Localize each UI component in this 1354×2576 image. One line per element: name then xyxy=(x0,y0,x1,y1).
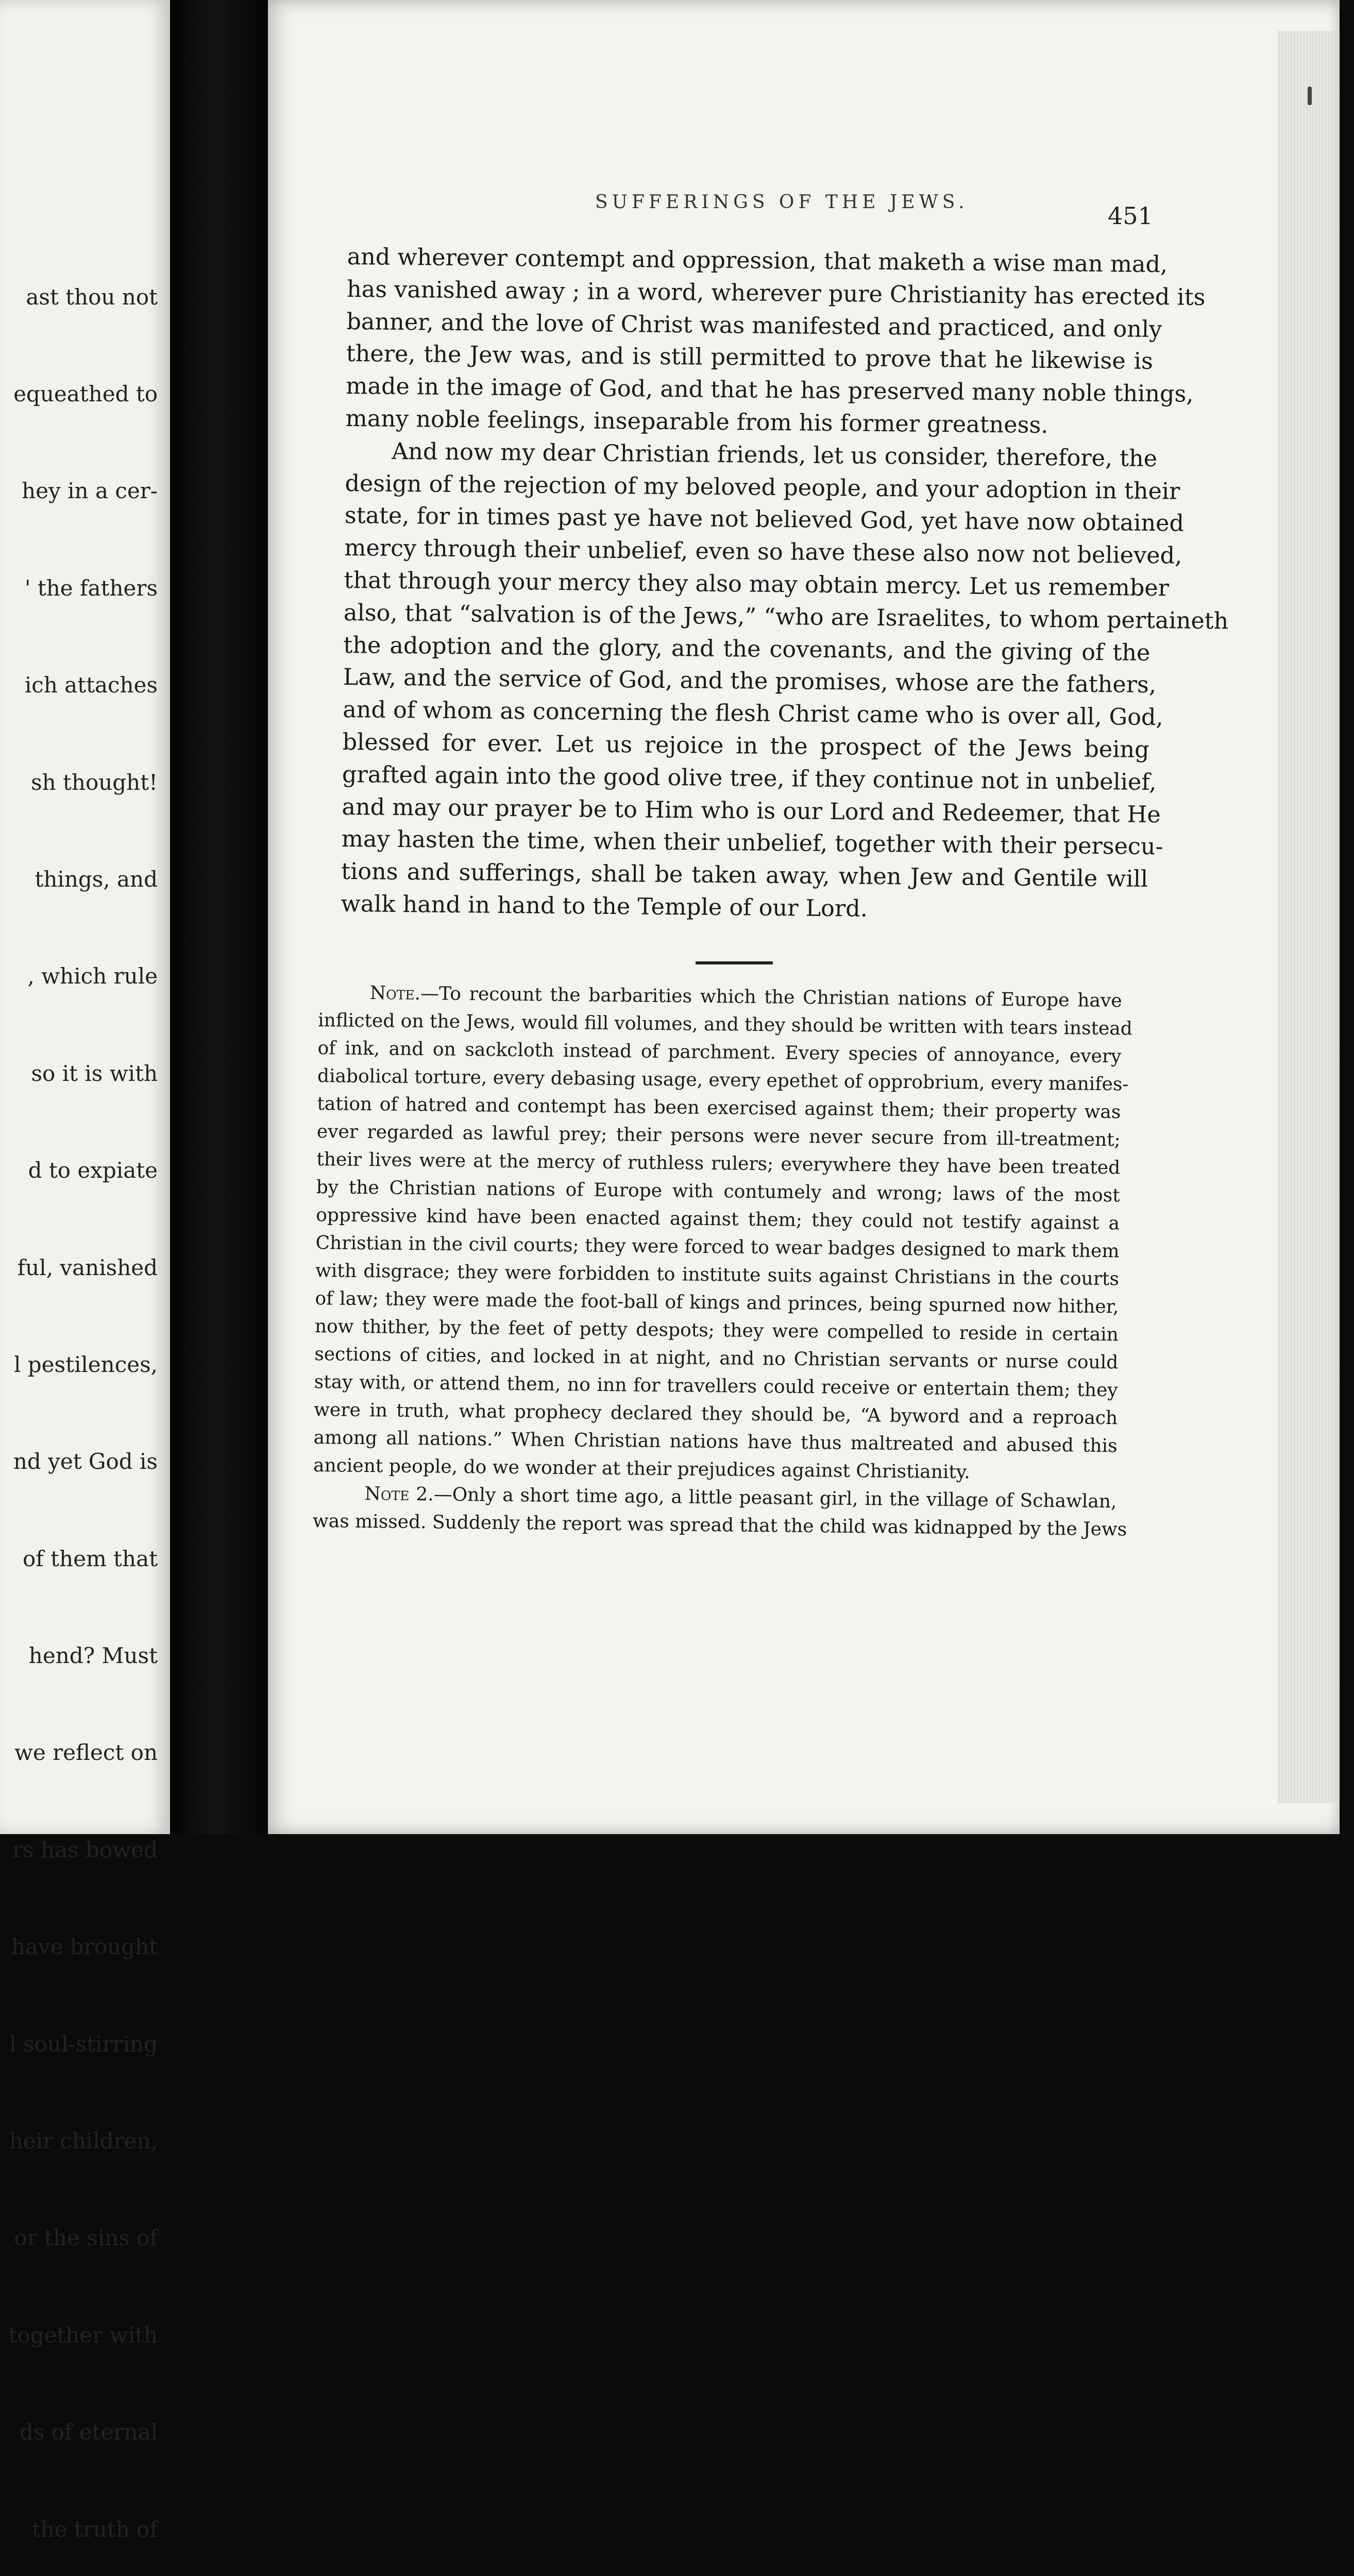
note-line: ancient people, do we wonder at their prejudices against Christianity. xyxy=(313,1454,971,1483)
note-text: —To recount the barbarities which the Christian nations of Europe have xyxy=(420,983,1122,1012)
body-line: design of the rejection of my beloved people, and your adoption in their xyxy=(345,470,1180,505)
note-line: diabolical torture, every debasing usage, every epethet of opprobrium, every manifes- xyxy=(317,1065,1129,1095)
facing-line: ich attaches xyxy=(24,672,158,698)
body-line: and of whom as concerning the flesh Christ came who is over all, God, xyxy=(343,697,1163,731)
note-line: now thither, by the feet of petty despots; they were compelled to reside in certain xyxy=(314,1315,1119,1346)
facing-line: d to expiate xyxy=(28,1158,158,1183)
body-line: and wherever contempt and oppression, that maketh a wise man mad, xyxy=(347,243,1168,278)
facing-line: nd yet God is xyxy=(13,1449,158,1475)
book-gutter xyxy=(170,0,268,1834)
body-line: there, the Jew was, and is still permitted to prove that he likewise is xyxy=(346,341,1154,375)
facing-line: have brought xyxy=(11,1934,158,1960)
running-head: SUFFERINGS OF THE JEWS. xyxy=(595,192,969,213)
facing-page-text xyxy=(0,216,158,2576)
body-line: the adoption and the glory, and the covenants, and the giving of the xyxy=(343,632,1150,666)
facing-line: we reflect on xyxy=(14,1740,158,1766)
body-line: many noble feelings, inseparable from his former greatness. xyxy=(345,405,1048,439)
body-line: And now my dear Christian friends, let us consider, therefore, the xyxy=(391,438,1158,472)
note-text: —Only a short time ago, a little peasant girl, in the village of Schawlan, xyxy=(433,1484,1117,1513)
facing-line: ' the fathers xyxy=(24,575,158,601)
facing-line: or the sins of xyxy=(14,2225,158,2251)
facing-line: l pestilences, xyxy=(13,1351,158,1377)
note-line: ever regarded as lawful prey; their persons were never secure from ill-treatment; xyxy=(316,1121,1121,1151)
body-line: may hasten the time, when their unbelief, together with their persecu- xyxy=(341,826,1163,860)
margin-mark xyxy=(1308,87,1312,105)
body-line: Law, and the service of God, and the promises, whose are the fathers, xyxy=(343,664,1157,699)
body-line: blessed for ever. Let us rejoice in the prospect of the Jews being xyxy=(342,728,1149,763)
facing-line: equeathed to xyxy=(13,381,158,406)
facing-page xyxy=(0,0,170,2542)
note-label: Note 2. xyxy=(364,1483,434,1505)
body-line: tions and sufferings, shall be taken away, when Jew and Gentile will xyxy=(341,858,1148,893)
note-line: were in truth, what prophecy declared they should be, “A byword and a reproach xyxy=(314,1399,1118,1429)
facing-line: so it is with xyxy=(31,1060,158,1086)
note-label: Note. xyxy=(369,982,421,1005)
note-line: by the Christian nations of Europe with contumely and wrong; laws of the most xyxy=(316,1176,1120,1207)
facing-line: sh thought! xyxy=(31,769,158,795)
body-line: that through your mercy they also may obtain mercy. Let us remember xyxy=(344,567,1170,602)
note-line: inflicted on the Jews, would fill volumes, and they should be written with tears instead xyxy=(317,1009,1133,1040)
note-line: their lives were at the mercy of ruthless rulers; everywhere they have been treated xyxy=(316,1148,1121,1179)
facing-line: ds of eternal xyxy=(19,2419,158,2445)
footnotes xyxy=(312,979,1133,1544)
body-line: walk hand in hand to the Temple of our Lord. xyxy=(341,890,868,922)
facing-line: of them that xyxy=(23,1546,158,1571)
facing-line: the truth of xyxy=(31,2516,158,2542)
note-line: tation of hatred and contempt has been exercised against them; their property was xyxy=(317,1093,1121,1123)
note-line: of law; they were made the foot-ball of kings and princes, being spurned now hither, xyxy=(315,1287,1119,1318)
facing-line: ast thou not xyxy=(26,284,158,310)
facing-line: l soul-stirring xyxy=(9,2031,158,2057)
page-edge xyxy=(1278,31,1340,1803)
body-line: mercy through their unbelief, even so have these also now not believed, xyxy=(344,535,1182,569)
facing-line: hey in a cer- xyxy=(22,478,158,504)
facing-line: hend? Must xyxy=(28,1643,158,1669)
facing-line: ful, vanished xyxy=(17,1255,158,1280)
note-line: with disgrace; they were forbidden to institute suits against Christians in the courts xyxy=(315,1260,1120,1290)
facing-line: heir children, xyxy=(9,2128,158,2154)
note-line: stay with, or attend them, no inn for travellers could receive or entertain them; they xyxy=(314,1371,1118,1401)
body-line: has vanished away ; in a word, wherever pure Christianity has erected its xyxy=(346,276,1206,311)
note-line: of ink, and on sackcloth instead of parchment. Every species of annoyance, every xyxy=(317,1037,1122,1067)
body-line: made in the image of God, and that he has preserved many noble things, xyxy=(346,373,1194,408)
section-rule xyxy=(696,961,773,964)
facing-line: , which rule xyxy=(27,963,158,989)
facing-line: together with xyxy=(8,2322,158,2348)
note-line: Christian in the civil courts; they were forced to wear badges designed to mark them xyxy=(315,1232,1120,1262)
body-line: state, for in times past ye have not believed God, yet have now obtained xyxy=(344,502,1184,537)
page-number: 451 xyxy=(1108,202,1153,230)
body-line: banner, and the love of Christ was manifested and practiced, and only xyxy=(346,308,1162,343)
note-line: was missed. Suddenly the report was spread that the child was kidnapped by the Jews xyxy=(312,1510,1127,1540)
facing-line: things, and xyxy=(35,866,158,892)
note-line: sections of cities, and locked in at night, and no Christian servants or nurse could xyxy=(314,1343,1119,1374)
note-line: oppressive kind have been enacted against them; they could not testify against a xyxy=(315,1204,1120,1234)
note-line: among all nations.” When Christian nations have thus maltreated and abused this xyxy=(313,1427,1118,1457)
body-text xyxy=(341,241,1229,928)
facing-line: rs has bowed xyxy=(12,1837,158,1862)
body-line: grafted again into the good olive tree, if they continue not in unbelief, xyxy=(342,761,1157,795)
body-line: and may our prayer be to Him who is our Lord and Redeemer, that He xyxy=(342,793,1161,828)
body-line: also, that “salvation is of the Jews,” “who are Israelites, to whom pertaineth xyxy=(343,599,1229,635)
